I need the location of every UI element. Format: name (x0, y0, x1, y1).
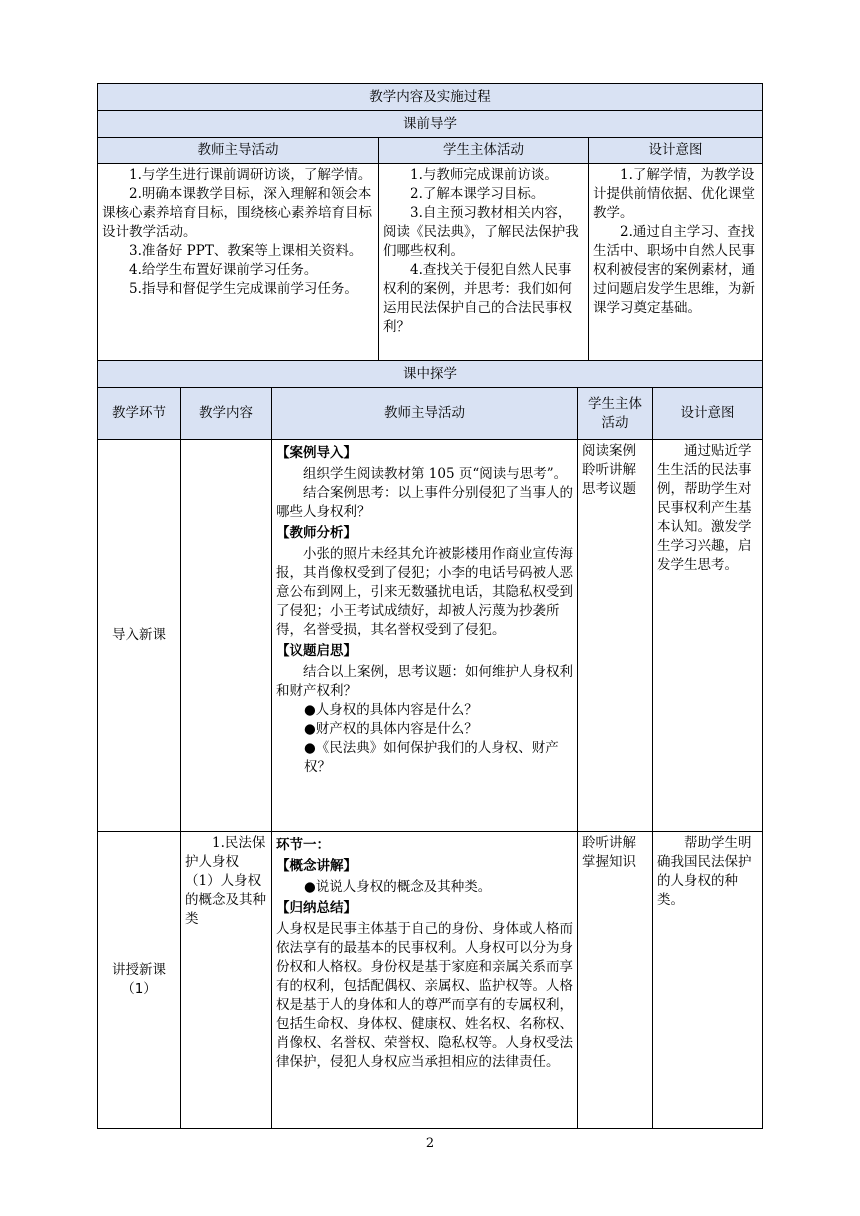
issue-heading: 【议题启思】 (276, 643, 357, 659)
concept-bullet: ●说说人身权的概念及其种类。 (304, 879, 492, 895)
lecture-student-cell: 聆听讲解掌握知识 (578, 832, 653, 1129)
pre-teacher-item: 5.指导和督促学生完成课前学习任务。 (129, 281, 358, 297)
col-design-header: 设计意图 (653, 388, 763, 440)
col-teacher-header: 教师主导活动 (98, 138, 379, 164)
pre-student-item: 3.自主预习教材相关内容，阅读《民法典》，了解民法保护我们哪些权利。 (383, 205, 579, 259)
in-class-table (97, 360, 763, 1129)
pre-design-item: 1.了解学情，为教学设计提供前情依据、优化课堂教学。 (593, 167, 755, 221)
lecture-design-text: 帮助学生明确我国民法保护的人身权的种类。 (657, 835, 752, 908)
issue-text: 结合以上案例，思考议题：如何维护人身权利和财产权利？ (276, 664, 573, 699)
col-student-header: 学生主体活动 (578, 388, 653, 440)
intro-student-cell: 阅读案例聆听讲解思考议题 (578, 440, 653, 832)
lecture-content-cell (181, 832, 272, 1129)
lecture-link-cell: 讲授新课（1） (98, 832, 181, 1129)
summary-text: 人身权是民事主体基于自己的身份、身体或人格而依法享有的最基本的民事权利。人身权可以分为身份权和人格权。身份权是基于家庭和亲属关系而享有的权利，包括配偶权、亲属权、监护权等。人格权是基于人的身体和人的尊严而享有的专属权利，包括生命权、身体权、健康权、姓名权、名称权、肖像权、名誉权、荣誉权、隐私权等。人身权受法律保护，侵犯人身权应当承担相应的法律责任。 (276, 921, 573, 1070)
col-design-header: 设计意图 (589, 138, 763, 164)
pre-teacher-item: 3.准备好 PPT、教案等上课相关资料。 (129, 243, 363, 259)
issue-bullet: ●财产权的具体内容是什么？ (304, 721, 478, 737)
summary-heading: 【归纳总结】 (276, 900, 357, 916)
pre-class-table (97, 83, 763, 361)
pre-teacher-item: 2.明确本课教学目标，深入理解和领会本课核心素养培育目标，围绕核心素养培育目标设计教学活动。 (102, 186, 372, 240)
pre-class-title: 课前导学 (98, 111, 763, 138)
intro-design-cell (653, 440, 763, 832)
step-label: 环节一： (276, 837, 330, 853)
issue-bullet: ●人身权的具体内容是什么？ (304, 702, 478, 718)
lecture-teacher-cell (272, 832, 578, 1129)
intro-link-cell: 导入新课 (98, 440, 181, 832)
analysis-heading: 【教师分析】 (276, 525, 357, 541)
in-class-title: 课中探学 (98, 361, 763, 388)
pre-student-item: 1.与教师完成课前访谈。 (410, 167, 558, 183)
concept-heading: 【概念讲解】 (276, 858, 357, 874)
pre-student-cell (379, 164, 589, 361)
page-number: 2 (425, 1136, 435, 1151)
intro-design-text: 通过贴近学生生活的民法事例，帮助学生对民事权利产生基本认知。激发学生学习兴趣，启发学生思考。 (657, 443, 752, 573)
section-title: 教学内容及实施过程 (98, 84, 763, 111)
pre-teacher-item: 4.给学生布置好课前学习任务。 (129, 262, 318, 278)
col-teacher-header: 教师主导活动 (272, 388, 578, 440)
pre-student-item: 2.了解本课学习目标。 (410, 186, 545, 202)
pre-design-item: 2.通过自主学习、查找生活中、职场中自然人民事权利被侵害的案例素材，通过问题启发学生思维，为新课学习奠定基础。 (593, 224, 755, 316)
analysis-text: 小张的照片未经其允许被影楼用作商业宣传海报，其肖像权受到了侵犯；小李的电话号码被人恶意公布到网上，引来无数骚扰电话，其隐私权受到了侵犯；小王考试成绩好，却被人污蔑为抄袭所得，名誉受损，其名誉权受到了侵犯。 (276, 546, 573, 638)
case-text: 组织学生阅读教材第 105 页“阅读与思考”。 (303, 466, 568, 482)
pre-student-item: 4.查找关于侵犯自然人民事权利的案例，并思考：我们如何运用民法保护自己的合法民事权利？ (383, 262, 572, 335)
case-question: 结合案例思考：以上事件分别侵犯了当事人的哪些人身权利？ (276, 485, 573, 520)
intro-teacher-cell (272, 440, 578, 832)
col-content-header: 教学内容 (181, 388, 272, 440)
pre-teacher-cell (98, 164, 379, 361)
col-link-header: 教学环节 (98, 388, 181, 440)
pre-design-cell (589, 164, 763, 361)
lecture-design-cell (653, 832, 763, 1129)
case-heading: 【案例导入】 (276, 445, 357, 461)
intro-content-cell (181, 440, 272, 832)
pre-teacher-item: 1.与学生进行课前调研访谈，了解学情。 (129, 167, 372, 183)
lecture-content-text: 1.民法保护人身权（1）人身权的概念及其种类 (185, 835, 266, 927)
col-student-header: 学生主体活动 (379, 138, 589, 164)
issue-bullet: ●《民法典》如何保护我们的人身权、财产权？ (304, 740, 559, 775)
